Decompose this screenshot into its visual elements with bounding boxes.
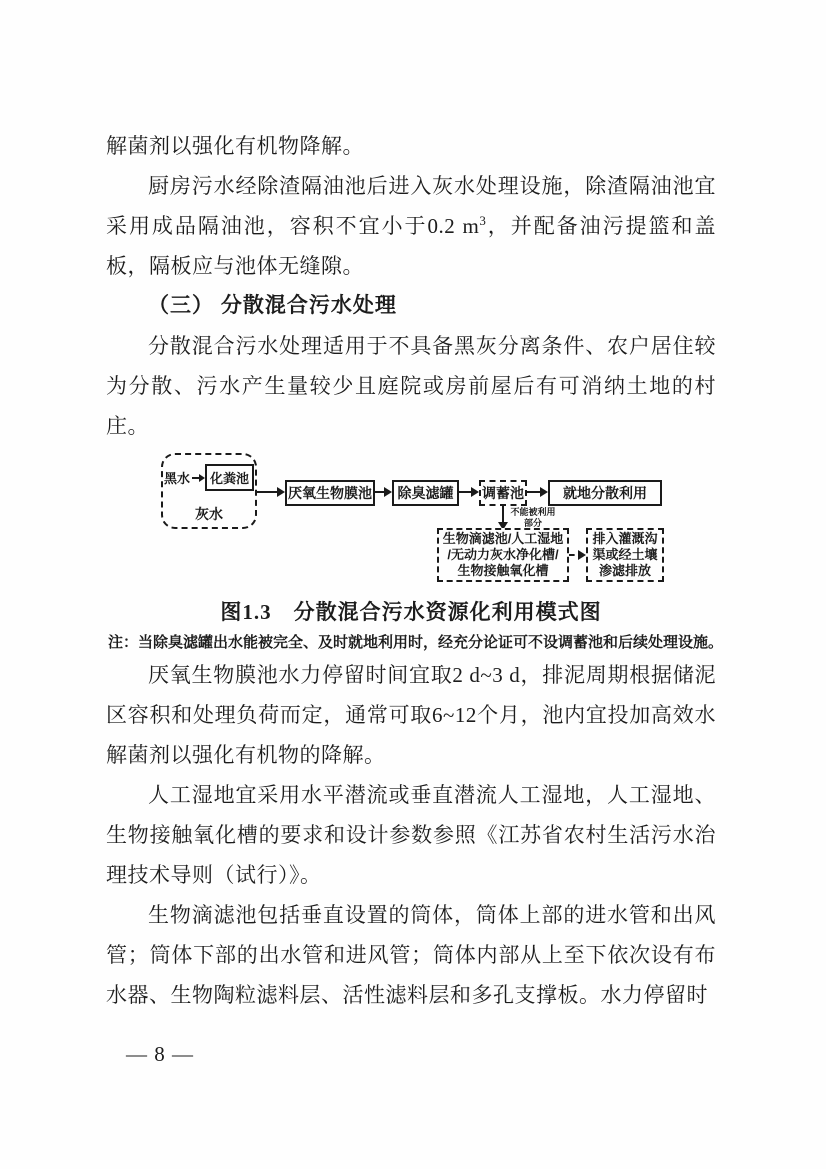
secondary-treatment-line1: 生物滴滤池/人工湿地 <box>442 531 564 546</box>
paragraph-kitchen-wastewater <box>106 166 716 286</box>
label-unusable-portion <box>507 507 559 529</box>
node-storage-tank: 调蓄池 <box>479 480 527 506</box>
node-septic-tank: 化粪池 <box>205 464 254 491</box>
flow-arrow-storage-down-icon <box>502 506 504 528</box>
paragraph-anaerobic-tank: 厌氧生物膜池水力停留时间宜取2 d~3 d，排泥周期根据储泥区容积和处理负荷而定，通常可取6~12个月，池内宜投加高效水解菌剂以强化有机物的降解。 <box>106 663 716 767</box>
flow-diagram-figure-1-3 <box>158 451 672 585</box>
paragraph-carryover: 解菌剂以强化有机物降解。 <box>106 134 364 158</box>
label-unusable-line1: 不能被利用 <box>510 507 556 517</box>
flow-arrow-cluster-to-anaerobic-icon <box>257 491 283 493</box>
figure-note: 注：当除臭滤罐出水能被完全、及时就地利用时，经充分论证可不设调蓄池和后续处理设施。 <box>108 634 724 651</box>
node-graywater-label: 灰水 <box>195 506 223 522</box>
node-deodorizing-filter-tank: 除臭滤罐 <box>392 480 459 506</box>
flow-arrow-anaerobic-to-deodorizing-icon <box>375 491 390 493</box>
section-heading-mixed-wastewater: （三） 分散混合污水处理 <box>148 294 397 317</box>
flow-arrow-storage-to-onsite-icon <box>527 491 546 493</box>
flow-arrow-deodorizing-to-storage-icon <box>459 491 477 493</box>
flow-arrow-treatment-to-discharge-icon <box>569 554 584 556</box>
flow-arrow-blackwater-to-septic-icon <box>192 477 203 479</box>
node-discharge <box>586 528 664 582</box>
node-onsite-dispersed-use: 就地分散利用 <box>548 480 662 506</box>
node-secondary-treatment <box>437 528 569 582</box>
discharge-line3: 渗滤排放 <box>598 563 651 578</box>
paragraph-intro: 分散混合污水处理适用于不具备黑灰分离条件、农户居住较为分散、污水产生量较少且庭院或房前屋后有可消纳土地的村庄。 <box>106 334 716 438</box>
secondary-treatment-line2: /无动力灰水净化槽/ <box>447 547 559 562</box>
secondary-treatment-line3: 生物接触氧化槽 <box>457 563 549 578</box>
node-anaerobic-biofilm-tank: 厌氧生物膜池 <box>285 480 375 506</box>
discharge-line2: 渠或经土壤 <box>592 547 658 562</box>
cubic-meter-superscript: 3 <box>479 213 487 228</box>
paragraph-constructed-wetland: 人工湿地宜采用水平潜流或垂直潜流人工湿地，人工湿地、生物接触氧化槽的要求和设计参数参照《江苏省农村生活污水治理技术导则（试行）》。 <box>106 783 716 887</box>
paragraph-kitchen-text-post: ，并配备油污提篮和盖板，隔板应与池体无缝隙。 <box>106 214 716 278</box>
page-number: — 8 — <box>126 1042 194 1066</box>
blackwater-row <box>163 464 255 491</box>
node-blackwater-graywater-cluster <box>161 453 257 529</box>
paragraph-kitchen-text-pre: 厨房污水经除渣隔油池后进入灰水处理设施，除渣隔油池宜采用成品隔油池，容积不宜小于0.2 m <box>106 174 716 238</box>
figure-caption: 图1.3 分散混合污水资源化利用模式图 <box>220 600 602 624</box>
label-unusable-line2: 部分 <box>523 518 542 528</box>
node-blackwater-label: 黑水 <box>163 471 190 486</box>
discharge-line1: 排入灌溉沟 <box>592 531 658 546</box>
paragraph-trickling-biofilter: 生物滴滤池包括垂直设置的筒体，筒体上部的进水管和出风管；筒体下部的出水管和进风管；筒体内部从上至下依次设有布水器、生物陶粒滤料层、活性滤料层和多孔支撑板。水力停留时 <box>106 903 716 1007</box>
